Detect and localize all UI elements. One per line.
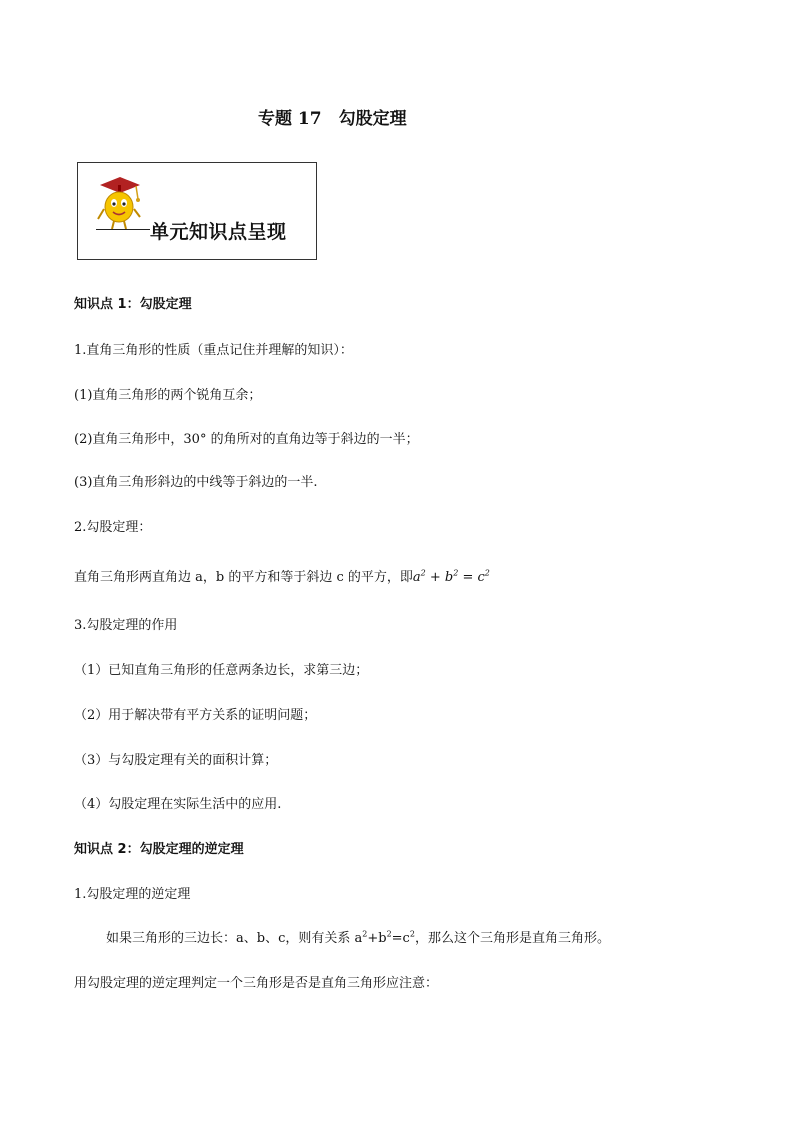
list-item: (2)直角三角形中，30° 的角所对的直角边等于斜边的一半； — [74, 432, 419, 447]
paragraph: 用勾股定理的逆定理判定一个三角形是否是直角三角形应注意： — [74, 976, 439, 991]
section-heading-1: 知识点 1：勾股定理 — [74, 297, 192, 312]
list-item: （4）勾股定理在实际生活中的应用. — [74, 797, 282, 812]
theorem-converse: 如果三角形的三边长：a、b、c，则有关系 $a^2+b^2=c^2$，那么这个三角形是直角三角形。 — [106, 929, 610, 946]
theorem-text: 直角三角形两直角边 a，b 的平方和等于斜边 c 的平方，即 — [74, 570, 413, 585]
section-heading-2: 知识点 2：勾股定理的逆定理 — [74, 842, 244, 857]
section-banner — [77, 162, 317, 260]
banner-title: 单元知识点呈现 — [150, 221, 287, 243]
paragraph: 1.直角三角形的性质（重点记住并理解的知识）： — [74, 343, 353, 358]
page-title: 专题 17 勾股定理 — [258, 109, 407, 129]
list-item: （1）已知直角三角形的任意两条边长，求第三边； — [74, 663, 369, 678]
list-item: （2）用于解决带有平方关系的证明问题； — [74, 708, 317, 723]
list-item: (3)直角三角形斜边的中线等于斜边的一半. — [74, 475, 318, 490]
paragraph: 3.勾股定理的作用 — [74, 618, 178, 633]
graduate-mascot-icon — [94, 175, 146, 231]
list-item: （3）与勾股定理有关的面积计算； — [74, 753, 278, 768]
banner-underline — [96, 229, 150, 230]
list-item: (1)直角三角形的两个锐角互余； — [74, 388, 262, 403]
paragraph: 2.勾股定理： — [74, 520, 152, 535]
theorem-formula: $a^2 + b^2 = c^2$ — [412, 568, 490, 585]
theorem-statement — [74, 569, 490, 587]
paragraph: 1.勾股定理的逆定理 — [74, 887, 191, 902]
